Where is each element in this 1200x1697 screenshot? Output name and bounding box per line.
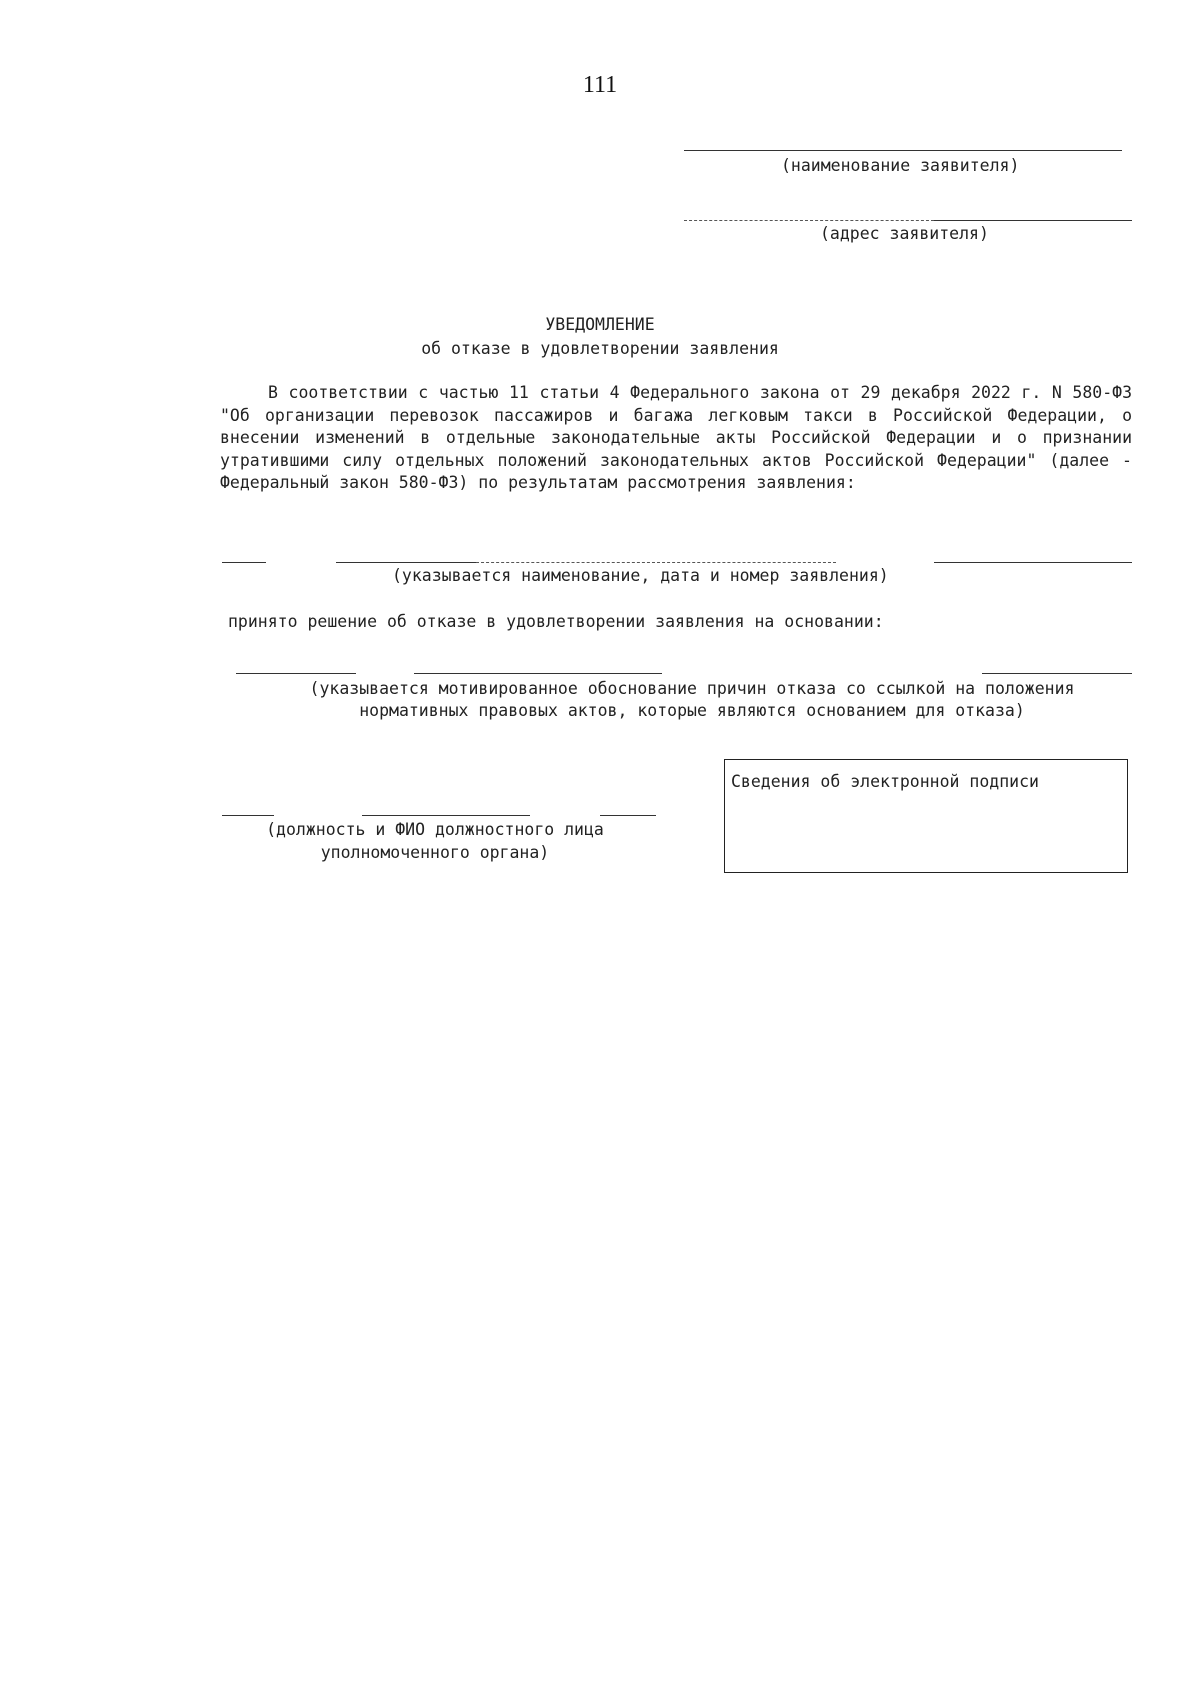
electronic-signature-box xyxy=(724,759,1128,873)
electronic-signature-label: Сведения об электронной подписи xyxy=(731,772,1039,791)
application-line-middle xyxy=(336,562,476,563)
official-caption xyxy=(220,818,650,864)
application-line-left xyxy=(222,562,266,563)
reason-caption: (указывается мотивированное обоснование причин отказа со ссылкой на положения нормативных правовых актов, которые являются основанием для отказа) xyxy=(309,679,1075,720)
applicant-name-line xyxy=(684,150,1122,151)
official-line-middle xyxy=(362,815,530,816)
applicant-address-caption: (адрес заявителя) xyxy=(820,224,989,243)
page-number: 111 xyxy=(582,72,618,98)
application-line-dashed xyxy=(476,562,836,563)
applicant-name-caption: (наименование заявителя) xyxy=(781,156,1020,175)
application-line-right xyxy=(934,562,1132,563)
decision-text: принято решение об отказе в удовлетворении заявления на основании: xyxy=(228,612,884,631)
applicant-address-line-dashed xyxy=(684,220,934,221)
official-line-left xyxy=(222,815,274,816)
applicant-address-line xyxy=(934,220,1132,221)
reason-line-middle xyxy=(414,673,662,674)
application-caption: (указывается наименование, дата и номер заявления) xyxy=(392,566,889,585)
legal-basis-paragraph: В соответствии с частью 11 статьи 4 Федерального закона от 29 декабря 2022 г. N 580-ФЗ "Об организации перевозок пассажиров и багажа легковым такси в Российской Федерации, о внесении изменений в отдельные законодательные акты Российской Федерации и о признании утратившими силу отдельных положений законодательных актов Российской Федерации" (далее - Федеральный закон 580-ФЗ) по результатам рассмотрения заявления: xyxy=(220,383,1132,492)
reason-line-right xyxy=(982,673,1132,674)
notice-title: УВЕДОМЛЕНИЕ xyxy=(545,315,655,334)
official-caption-line2: уполномоченного органа) xyxy=(320,843,550,862)
official-line-right xyxy=(600,815,656,816)
notice-subtitle: об отказе в удовлетворении заявления xyxy=(421,339,779,358)
reason-line-left xyxy=(236,673,356,674)
official-caption-line1: (должность и ФИО должностного лица xyxy=(266,820,604,839)
